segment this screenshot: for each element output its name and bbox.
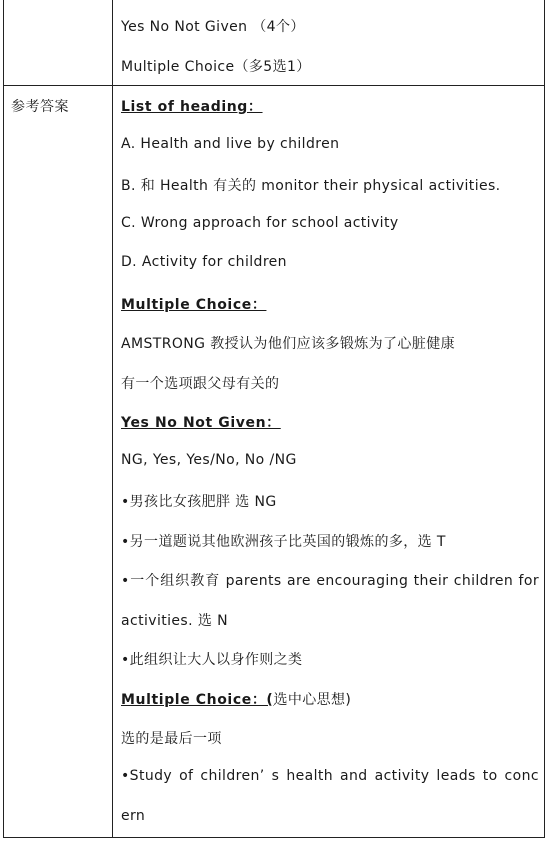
row1-line-1: Yes No Not Given （4个）: [121, 19, 305, 35]
text-line: AMSTRONG 教授认为他们应该多锻炼为了心脏健康: [121, 336, 456, 352]
bullet-line: •Study of children’ s health and activity leads to conc: [121, 768, 539, 784]
bullet-line: •男孩比女孩肥胖 选 NG: [121, 494, 277, 510]
bullet-line: •一个组织教育 parents are encouraging their children for: [121, 573, 539, 589]
reference-answer-label: 参考答案: [11, 99, 69, 115]
text-line: ern: [121, 808, 146, 824]
table-right-border: [544, 0, 545, 837]
table-bottom-border: [3, 837, 545, 838]
row1-line-2: Multiple Choice（多5选1）: [121, 59, 311, 75]
text-line: 有一个选项跟父母有关的: [121, 376, 280, 392]
bullet-line: •另一道题说其他欧洲孩子比英国的锻炼的多，选 T: [121, 534, 446, 550]
heading-multiple-choice: Multiple Choice：: [121, 297, 267, 313]
heading-multiple-choice-2-note: 选中心思想): [273, 692, 352, 708]
answer-line-b: B. 和 Health 有关的 monitor their physical activities.: [121, 178, 501, 194]
bullet-line: •此组织让大人以身作则之类: [121, 652, 303, 668]
row-divider: [3, 85, 545, 86]
answer-line-a: A. Health and live by children: [121, 136, 340, 152]
text-line: NG, Yes, Yes/No, No /NG: [121, 452, 297, 468]
heading-multiple-choice-2-bold: Multiple Choice：(: [121, 692, 274, 708]
table-left-border: [3, 0, 4, 837]
text-line: activities. 选 N: [121, 613, 228, 629]
heading-list-of-heading: List of heading：: [121, 99, 263, 115]
answer-line-c: C. Wrong approach for school activity: [121, 215, 399, 231]
heading-yes-no-not-given: Yes No Not Given：: [121, 415, 281, 431]
heading-multiple-choice-2: [121, 689, 351, 709]
table-column-divider: [112, 0, 113, 837]
answer-line-d: D. Activity for children: [121, 254, 287, 270]
text-line: 选的是最后一项: [121, 731, 222, 747]
